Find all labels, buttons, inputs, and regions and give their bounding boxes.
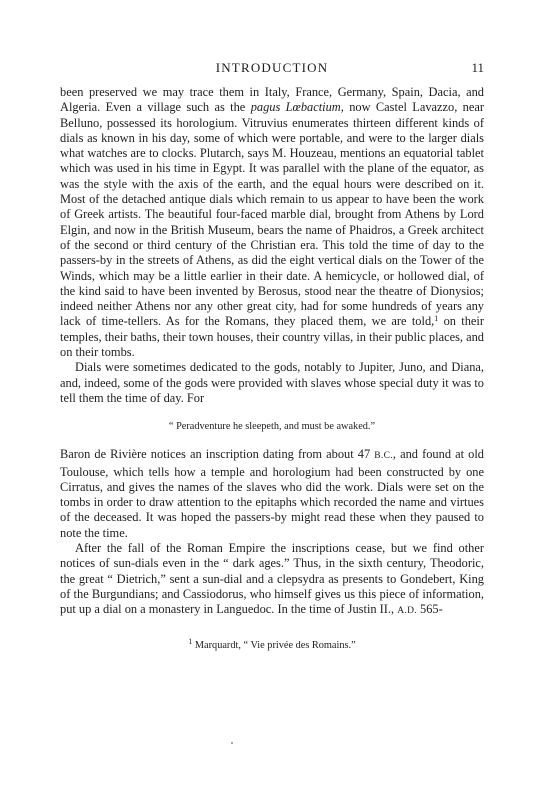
paragraph-1	[60, 85, 484, 360]
paragraph-3	[60, 447, 484, 541]
page-number: 11	[471, 60, 484, 75]
footnote-text: Marquardt, “ Vie privée des Romains.”	[194, 639, 356, 651]
running-title: INTRODUCTION	[215, 60, 329, 75]
paragraph-4-text-b: 565-	[416, 602, 443, 617]
footnote	[60, 636, 484, 652]
paragraph-3-text-b: , and found at old Toulouse, which tells how a temple and horologium had been constructed by one Cirratus, and gives the names of the slaves who did the work. Dials were set on the tombs in order to draw attention to the epitaphs which recorded the name and virtues of the deceased. It was hoped the passers-by might read these when they paused to note the time.	[60, 447, 484, 540]
paragraph-1-text-c: on their temples, their baths, their town houses, their country villas, in their public places, and on their tombs.	[60, 314, 484, 360]
paper-speck	[231, 742, 233, 744]
page-header	[60, 60, 484, 78]
era-abbreviation-ad: A.D.	[397, 606, 417, 617]
era-abbreviation-bc: B.C.	[374, 451, 393, 462]
epigraph-quote: “ Peradventure he sleepeth, and must be awaked.”	[168, 421, 376, 433]
paragraph-3-text-a: Baron de Rivière notices an inscription dating from about 47	[60, 447, 375, 462]
paragraph-2: Dials were sometimes dedicated to the gods, notably to Jupiter, Juno, and Diana, and, indeed, some of the gods were provided with slaves whose special duty it was to tell them the time of day. For	[60, 360, 484, 405]
book-page	[60, 60, 484, 652]
paragraph-1-text-b: now Castel Lavazzo, near Belluno, possessed its horologium. Vitruvius enumerates thirteen different kinds of dials as known in his day, some of which were portable, and were to the larger dials what watches are to clocks. Plutarch, says M. Houzeau, mentions an equatorial tablet which was used in his time in Egypt. It was parallel with the plane of the equator, as was the style with the axis of the earth, and the equal hours were described on it. Most of the detached antique dials which remain to us appear to have been the work of Greek artists. The beautiful four-faced marble dial, brought from Athens by Lord Elgin, and now in the British Museum, bears the name of Phaidros, a Greek architect of the second or third century of the Christian era. This told the time of day to the passers-by in the streets of Athens, as did the eight vertical dials on the Tower of the Winds, which may be a little earlier in their date. A hemicycle, or hollowed dial, of the kind said to have been invented by Berosus, stood near the theatre of Dionysios; indeed neither Athens nor any other great city, had for some hundreds of years any lack of time-tellers. As for the Romans, they placed them, we are told,	[60, 100, 485, 329]
paragraph-4-text-a: After the fall of the Roman Empire the inscriptions cease, but we find other notices of sun-dials even in the “ dark ages.” Thus, in the sixth century, Theodoric, the great “ Dietrich,” sent a sun-dial and a clepsydra as presents to Gondebert, King of the Burgundians; and Cassiodorus, who himself gives us this piece of information, put up a dial on a monastery in Languedoc. In the time of Justin II.,	[60, 541, 484, 617]
paragraph-4	[60, 541, 484, 619]
latin-place-name: pagus Lœbactium,	[250, 100, 344, 115]
footnote-reference: 1	[434, 314, 439, 324]
paragraph-1-text-a: been preserved we may trace them in Italy, France, Germany, Spain, Dacia, and Algeria. Even a village such as the	[60, 85, 484, 115]
footnote-marker: 1	[188, 636, 193, 646]
